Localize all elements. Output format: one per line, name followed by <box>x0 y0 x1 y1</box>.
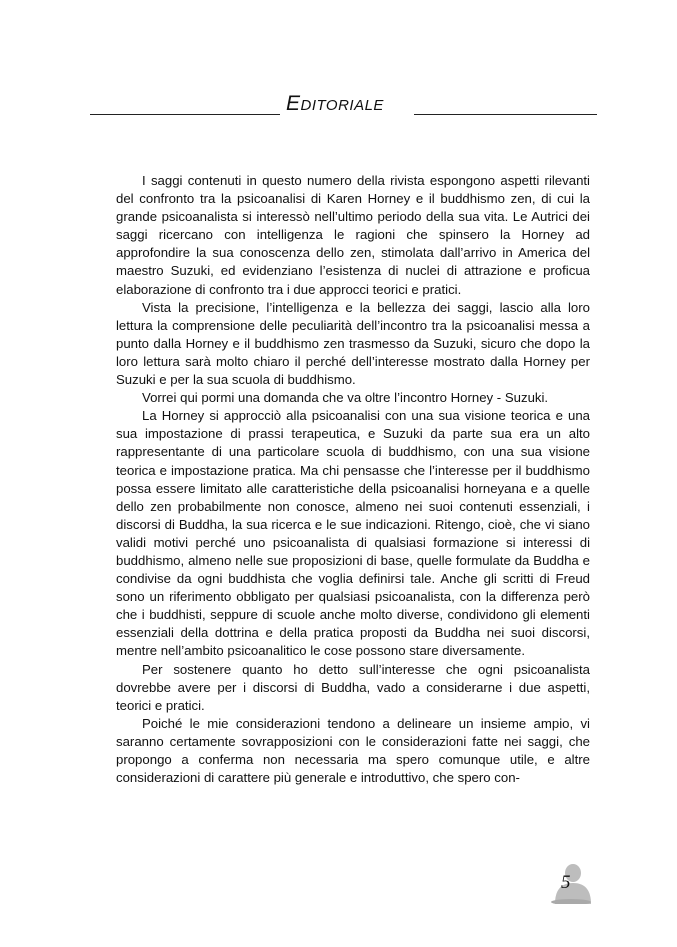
paragraph: Poiché le mie considerazioni tendono a delineare un insieme ampio, vi saranno certamente sovrapposizioni con le considerazioni fatte nei saggi, che propongo a conferma non necessaria ma spero comunque utile, e altre considerazioni di carattere più generale e introduttivo, che spero con- <box>116 715 590 786</box>
paragraph: Per sostenere quanto ho detto sull’interesse che ogni psicoanalista dovrebbe avere per i discorsi di Buddha, vado a considerarne i due aspetti, teorici e pratici. <box>116 661 590 713</box>
paragraph: I saggi contenuti in questo numero della rivista espongono aspetti rilevanti del confronto tra la psicoanalisi di Karen Horney e il buddhismo zen, di cui la grande psicoanalista si interessò nell’ultimo periodo della sua vita. Le Autrici dei saggi ricercano con intelligenza le ragioni che spinsero la Horney ad approfondire la sua conoscenza dello zen, stimolata dall’arrivo in America del maestro Suzuki, ed evidenziano l’esistenza di nuclei di attrazione e proficua elaborazione di confronto tra i due approcci teorici e pratici. <box>116 173 590 297</box>
paragraph: Vista la precisione, l’intelligenza e la bellezza dei saggi, lascio alla loro lettura la comprensione delle peculiarità dell’incontro tra la psicoanalisi messa a punto dalla Horney e il buddhismo zen trasmesso da Suzuki, sicuro che dopo la loro lettura sarà molto chiaro il perché dell’interesse mostrato dalla Horney per Suzuki e per la sua scuola di buddhismo. <box>116 299 590 388</box>
meditator-silhouette-icon <box>549 862 593 904</box>
editorial-body <box>116 172 590 787</box>
section-title-rest: DITORIALE <box>300 97 384 114</box>
header-rule-left <box>90 114 280 115</box>
header-rule-right <box>414 114 597 115</box>
editorial-header <box>90 92 597 118</box>
section-title-initial: E <box>286 92 301 115</box>
paragraph: La Horney si approcciò alla psicoanalisi con una sua visione teorica e una sua impostazione di prassi terapeutica, e Suzuki da parte sua era un alto rappresentante di una particolare scuola di buddhismo, con una sua visione teorica e impostazione pratica. Ma chi pensasse che l’interesse per il buddhismo possa essere limitato alle caratteristiche della psicoanalisi horneyana e a quelle dello zen probabilmente non conosce, almeno nei suoi contenuti essenziali, i discorsi di Buddha, la sua ricerca e le sue indicazioni. Ritengo, cioè, che vi siano validi motivi perché uno psicoanalista di qualsiasi formazione si interessi di buddhismo, almeno nelle sue proposizioni di base, quelle formulate da Buddha e condivise da ogni buddhista che voglia definirsi tale. Anche gli scritti di Freud sono un riferimento obbligato per qualsiasi psicoanalista, con la differenza però che i buddhisti, seppure di scuole anche molto diverse, condividono gli elementi essenziali della dottrina e della pratica proposti da Buddha nei suoi discorsi, mentre nell’ambito psicoanalitico le cose possono stare diversamente. <box>116 408 590 659</box>
page-number-badge <box>549 862 593 904</box>
paragraph: Vorrei qui pormi una domanda che va oltre l’incontro Horney - Suzuki. <box>142 390 549 406</box>
section-title <box>286 92 384 116</box>
page-number: 5 <box>561 872 571 893</box>
